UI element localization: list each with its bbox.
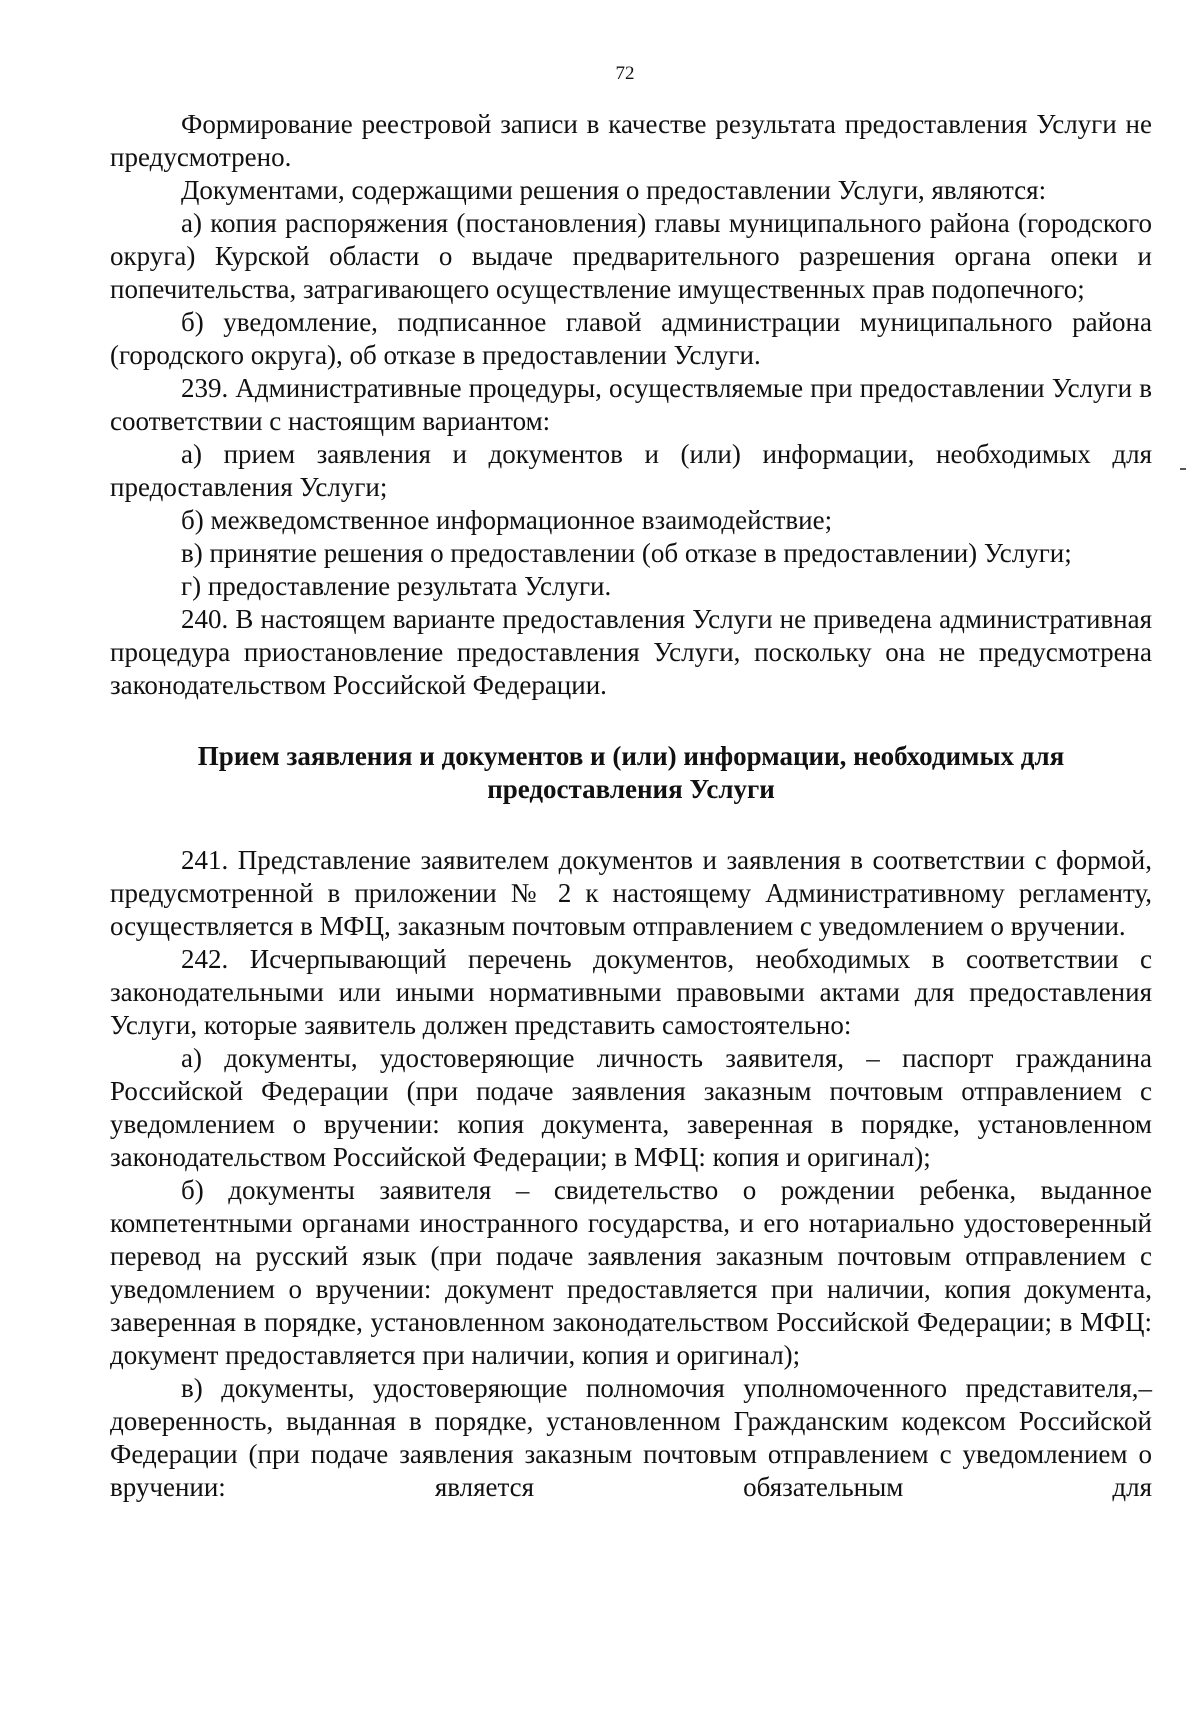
paragraph-239-procedures: 239. Административные процедуры, осуществляемые при предоставлении Услуги в соответствии с настоящим вариантом: [110, 373, 1152, 436]
document-body [110, 108, 1152, 1504]
paragraph-241-submission: 241. Представление заявителем документов и заявления в соответствии с формой, предусмотренной в приложении № 2 к настоящему Административному регламенту, осуществляется в МФЦ, заказным почтовым отправлением с уведомлением о вручении. [110, 845, 1152, 941]
paragraph-242-item-b: б) документы заявителя – свидетельство о рождении ребенка, выданное компетентными органами иностранного государства, и его нотариально удостоверенный перевод на русский язык (при подаче заявления заказным почтовым отправлением с уведомлением о вручении: документ предоставляется при наличии, копия документа, заверенная в порядке, установленном законодательством Российской Федерации; в МФЦ: документ предоставляется при наличии, копия и оригинал); [110, 1175, 1152, 1370]
page-number: 72 [615, 63, 635, 84]
paragraph-242-item-c: в) документы, удостоверяющие полномочия уполномоченного представителя,– доверенность, выданная в порядке, установленном Гражданским кодексом Российской Федерации (при подаче заявления заказным почтовым отправлением с уведомлением о вручении: является обязательным для [110, 1373, 1152, 1502]
paragraph-239-item-b: б) межведомственное информационное взаимодействие; [181, 505, 833, 535]
scan-artifact-mark [1180, 468, 1186, 470]
section-heading [110, 740, 1152, 806]
paragraph-242-item-a: а) документы, удостоверяющие личность заявителя, – паспорт гражданина Российской Федерации (при подаче заявления заказным почтовым отправлением с уведомлением о вручении: копия документа, заверенная в порядке, установленном законодательством Российской Федерации; в МФЦ: копия и оригинал); [110, 1043, 1152, 1172]
paragraph-242-document-list: 242. Исчерпывающий перечень документов, необходимых в соответствии с законодательными или иными нормативными правовыми актами для предоставления Услуги, которые заявитель должен представить самостоятельно: [110, 944, 1152, 1040]
paragraph-239-item-c: в) принятие решения о предоставлении (об отказе в предоставлении) Услуги; [181, 538, 1072, 568]
paragraph-decision-documents: Документами, содержащими решения о предоставлении Услуги, являются: [181, 175, 1047, 205]
paragraph-239-item-d: г) предоставление результата Услуги. [181, 571, 612, 601]
paragraph-item-a-copy-order: а) копия распоряжения (постановления) главы муниципального района (городского округа) Курской области о выдаче предварительного разрешения органа опеки и попечительства, затрагивающего осуществление имущественных прав подопечного; [110, 208, 1152, 304]
section-heading-line-1: Прием заявления и документов и (или) информации, необходимых для [197, 741, 1065, 771]
paragraph-240-suspension: 240. В настоящем варианте предоставления Услуги не приведена административная процедура приостановление предоставления Услуги, поскольку она не предусмотрена законодательством Российской Федерации. [110, 604, 1152, 700]
section-heading-line-2: предоставления Услуги [487, 774, 775, 804]
paragraph-item-b-refusal-notice: б) уведомление, подписанное главой администрации муниципального района (городского округа), об отказе в предоставлении Услуги. [110, 307, 1152, 370]
paragraph-registry-record: Формирование реестровой записи в качестве результата предоставления Услуги не предусмотрено. [110, 109, 1152, 172]
paragraph-239-item-a: а) прием заявления и документов и (или) информации, необходимых для предоставления Услуги; [110, 439, 1152, 502]
